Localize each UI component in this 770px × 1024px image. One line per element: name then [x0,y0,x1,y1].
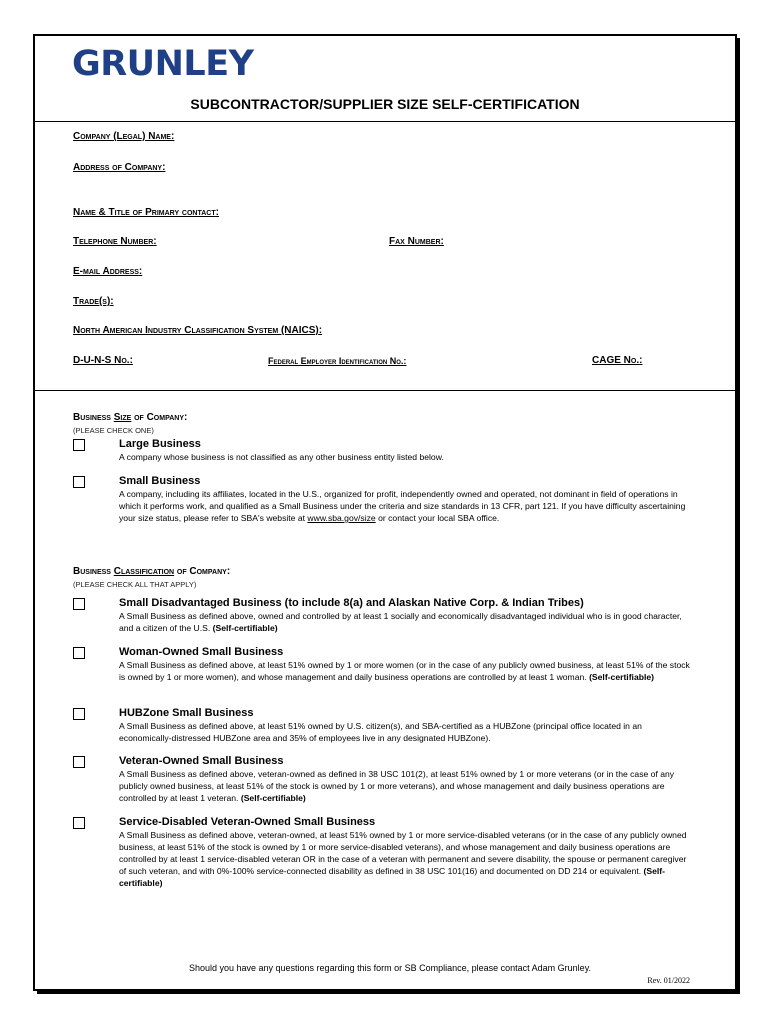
business-size-instruction: (PLEASE CHECK ONE) [73,426,154,435]
sdb-title: Small Disadvantaged Business (to include 8(a) and Alaskan Native Corp. & Indian Tribes) [119,597,584,609]
wosb-checkbox[interactable] [73,647,85,659]
cage-label: CAGE No.: [592,355,643,366]
large-business-title: Large Business [119,438,201,450]
wosb-title: Woman-Owned Small Business [119,646,284,658]
section-divider [33,390,737,391]
sdvosb-title: Service-Disabled Veteran-Owned Small Business [119,816,376,828]
ein-label: Federal Employer Identification No.: [268,356,407,366]
sdvosb-checkbox[interactable] [73,817,85,829]
vosb-description: A Small Business as defined above, veteran-owned as defined in 38 USC 101(2), at least 51% owned by 1 or more veterans (or in the case of any publicly owned business, at least 51% of the stock is owned by 1 or more veterans), and whose management and daily business operations are controlled by at least 1 veteran. (Self-certifiable) [119,769,675,803]
naics-label: North American Industry Classification System (NAICS): [73,325,323,336]
form-title: SUBCONTRACTOR/SUPPLIER SIZE SELF-CERTIFICATION [190,96,580,112]
contact-note: Should you have any questions regarding this form or SB Compliance, please contact Adam Grunley. [188,963,592,973]
large-business-checkbox[interactable] [73,439,85,451]
address-label: Address of Company: [73,162,166,173]
hubzone-description: A Small Business as defined above, at least 51% owned by U.S. citizen(s), and SBA-certified as a HUBZone (principal office located in an economically-distressed HUBZone area and 35% of employees live in any designated HUBZone). [119,721,642,743]
small-business-description: A company, including its affiliates, located in the U.S., organized for profit, independently owned and operated, not dominant in field of operations in which it performs work, and qualified as a Small Business under the criteria and size standards in 13 CFR, part 121. If you have difficulty ascertaining your size status, please refer to SBA's website at www.sba.gov/size or contact your local SBA office. [119,489,686,523]
hubzone-title: HUBZone Small Business [119,707,254,719]
sba-size-link[interactable]: www.sba.gov/size [307,513,376,523]
sdb-description: A Small Business as defined above, owned and controlled by at least 1 socially and economically disadvantaged individual who is in good character, and a citizen of the U.S. (Self-certifiable) [119,611,682,633]
grunley-logo: GRUNLEY [72,44,254,84]
email-label: E-mail Address: [73,266,143,277]
small-business-checkbox[interactable] [73,476,85,488]
hubzone-checkbox[interactable] [73,708,85,720]
telephone-label: Telephone Number: [73,236,157,247]
border-shadow-bottom [37,991,740,994]
large-business-description: A company whose business is not classified as any other business entity listed below. [119,452,444,462]
wosb-description: A Small Business as defined above, at least 51% owned by 1 or more women (or in the case of any publicly owned business, at least 51% of the stock is owned by 1 or more women), and whose management and daily business operations are controlled by at least 1 woman. (Self-certifiable) [119,660,690,682]
revision-label: Rev. 01/2022 [647,976,690,985]
border-shadow-right [737,38,740,993]
trades-label: Trade(s): [73,296,114,307]
sdvosb-description: A Small Business as defined above, veteran-owned, at least 51% owned by 1 or more service-disabled veterans (or in the case of any publicly owned business, at least 51% of the stock is owned by 1 or more service-disabled veterans), and whose management and daily business operations are controlled by at least 1 service-disabled veteran OR in the case of a veteran with permanent and severe disability, the spouse or permanent caregiver of such veteran, and with 0%-100% service-connected disability as defined in 38 USC 101(16) and documented on DD 214 or equivalent. (Self-certifiable) [119,830,687,888]
business-classification-heading: Business Classification of Company: [73,566,231,577]
duns-label: D-U-N-S No.: [73,355,133,366]
sdb-checkbox[interactable] [73,598,85,610]
title-divider [33,121,737,122]
company-name-label: Company (Legal) Name: [73,131,175,142]
vosb-title: Veteran-Owned Small Business [119,755,284,767]
vosb-checkbox[interactable] [73,756,85,768]
business-size-heading: Business Size of Company: [73,412,188,423]
small-business-title: Small Business [119,475,201,487]
primary-contact-label: Name & Title of Primary contact: [73,207,219,218]
fax-label: Fax Number: [389,236,444,247]
business-classification-instruction: (PLEASE CHECK ALL THAT APPLY) [73,580,197,589]
